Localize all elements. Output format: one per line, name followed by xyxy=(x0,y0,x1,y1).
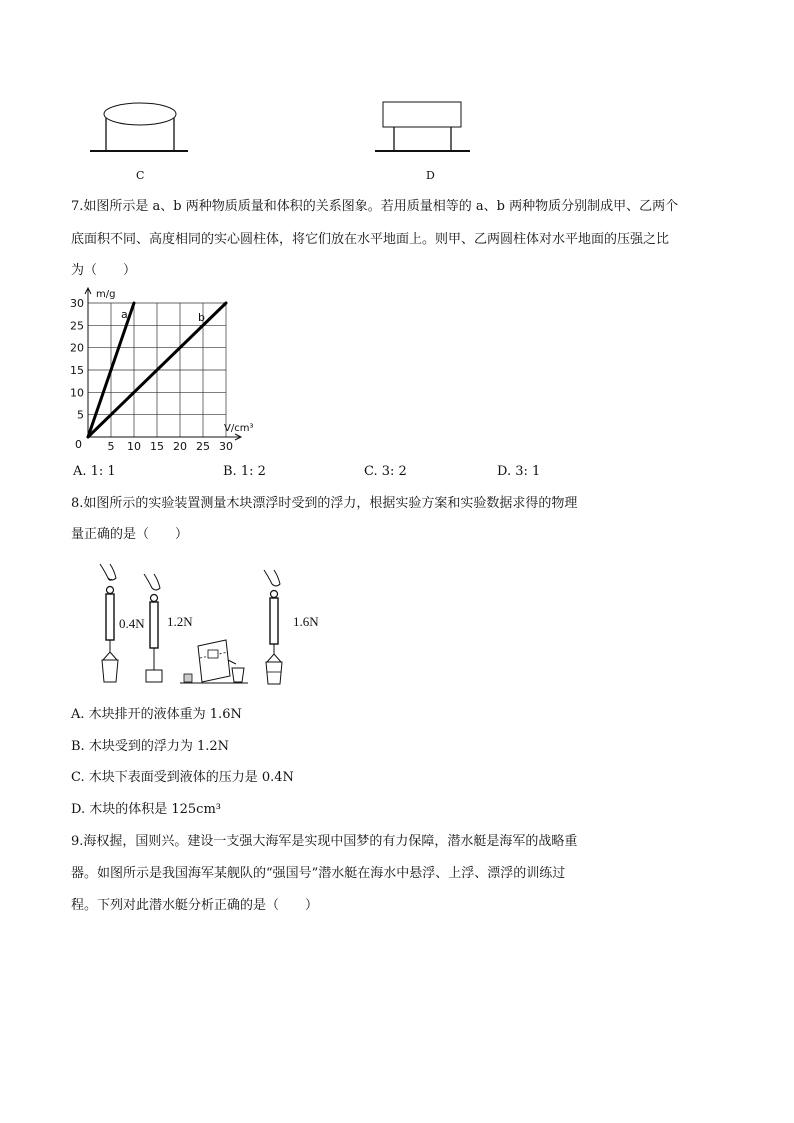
q7-option-a: A. 1: 1 xyxy=(73,464,116,479)
q9-line-3: 程。下列对此潜水艇分析正确的是（ ） xyxy=(71,898,319,913)
q7-line-1: 7.如图所示是 a、b 两种物质质量和体积的关系图象。若用质量相等的 a、b 两种物质分别制成甲、乙两个 xyxy=(71,199,679,214)
q8-option-c: C. 木块下表面受到液体的压力是 0.4N xyxy=(71,770,294,785)
x-tick-label: 30 xyxy=(219,440,233,453)
spring-scale-3 xyxy=(264,570,282,684)
y-tick-label: 20 xyxy=(70,341,84,355)
reading-3: 1.6N xyxy=(293,614,319,629)
reading-1: 0.4N xyxy=(119,616,145,631)
x-tick-label: 25 xyxy=(196,440,210,453)
y-axis-label: m/g xyxy=(96,289,116,300)
q7-line-3: 为（ ） xyxy=(71,263,137,278)
x-tick-label: 5 xyxy=(107,440,115,453)
q9-line-1: 9.海权握，国则兴。建设一支强大海军是实现中国梦的有力保障，潜水艇是海军的战略重 xyxy=(71,834,578,849)
spring-scale-2 xyxy=(144,574,162,682)
q7-option-c: C. 3: 2 xyxy=(364,464,407,479)
series-label-b: b xyxy=(198,311,205,324)
x-tick-label: 10 xyxy=(127,440,141,453)
figure-d-label: D xyxy=(426,169,435,182)
q7-line-2: 底面积不同、高度相同的实心圆柱体，将它们放在水平地面上。则甲、乙两圆柱体对水平地面的压强之比 xyxy=(71,232,670,247)
y-tick-label: 10 xyxy=(70,386,84,400)
series-label-a: a xyxy=(121,308,128,321)
x-tick-label: 15 xyxy=(150,440,164,453)
y-tick-label: 25 xyxy=(70,319,84,333)
q8-option-b: B. 木块受到的浮力为 1.2N xyxy=(71,739,229,754)
y-tick-label: 15 xyxy=(70,364,84,377)
x-tick-label: 20 xyxy=(173,440,187,453)
q8-line-2: 量正确的是（ ） xyxy=(71,527,189,542)
spring-scale-1 xyxy=(100,564,118,682)
reading-2: 1.2N xyxy=(167,614,193,629)
mass-volume-chart xyxy=(66,283,256,455)
q8-option-a: A. 木块排开的液体重为 1.6N xyxy=(71,707,242,722)
figure-c-label: C xyxy=(136,169,145,182)
figure-c xyxy=(85,98,195,158)
overflow-beaker xyxy=(180,640,248,683)
x-axis-label: V/cm³ xyxy=(224,423,254,434)
y-tick-label: 30 xyxy=(70,297,84,310)
q8-option-d: D. 木块的体积是 125cm³ xyxy=(71,802,221,817)
origin-label: 0 xyxy=(75,438,82,451)
figure-d xyxy=(370,98,480,158)
q7-option-d: D. 3: 1 xyxy=(497,464,541,479)
y-tick-label: 5 xyxy=(77,408,84,422)
q7-option-b: B. 1: 2 xyxy=(223,464,266,479)
q8-line-1: 8.如图所示的实验装置测量木块漂浮时受到的浮力，根据实验方案和实验数据求得的物理 xyxy=(71,496,578,511)
q9-line-2: 器。如图所示是我国海军某舰队的“强国号”潜水艇在海水中悬浮、上浮、漂浮的训练过 xyxy=(71,866,566,881)
